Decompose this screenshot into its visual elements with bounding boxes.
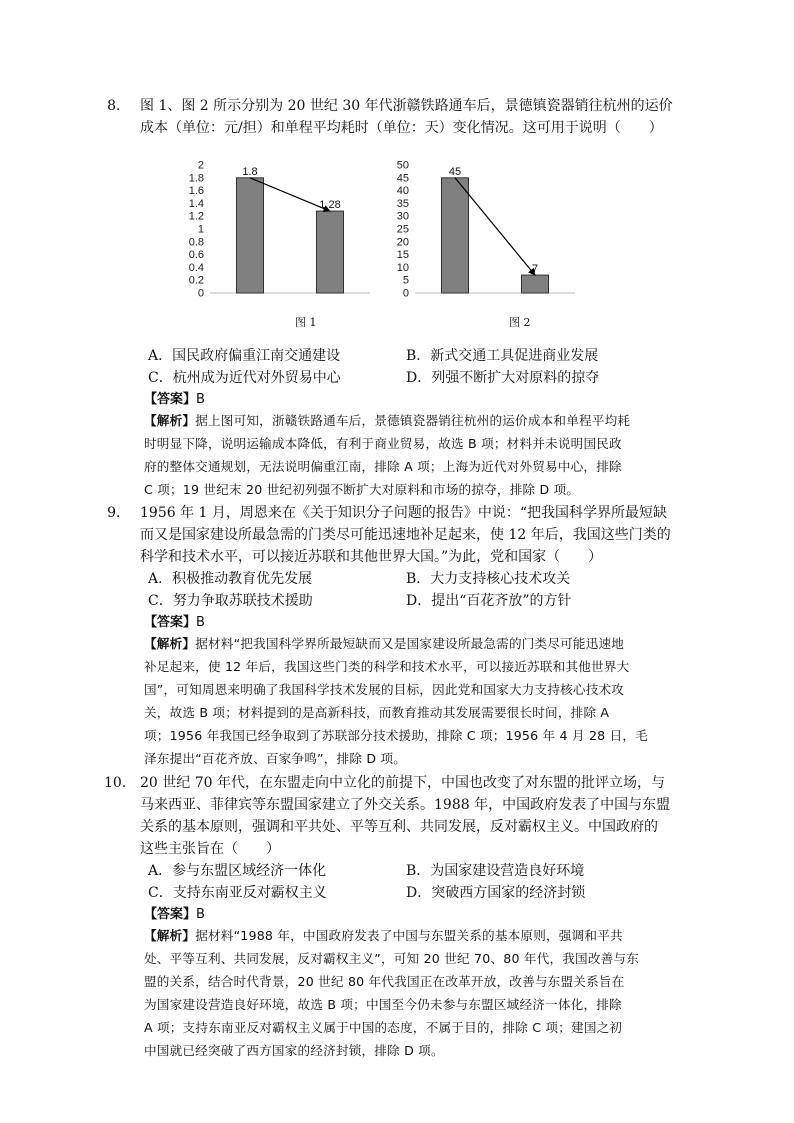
q10-explanation-line-1: 【解析】据材料“1988 年，中国政府发表了中国与东盟关系的基本原则，强调和平共 — [144, 928, 623, 943]
q8-option-d: D．列强不断扩大对原料的掠夺 — [406, 370, 600, 386]
q9-option-d: D．提出“百花齐放”的方针 — [406, 593, 572, 609]
y-tick-label: 5 — [402, 274, 409, 287]
q10-explanation-line-2: 处、平等互利、共同发展，反对霸权主义”，可知 20 世纪 70、80 年代，我国改善与东 — [144, 951, 640, 966]
q8-stem-line-2: 成本（单位：元/担）和单程平均耗时（单位：天）变化情况。这可用于说明（ ） — [140, 120, 663, 136]
data-label: 45 — [448, 165, 462, 178]
q10-explanation-line-4: 为国家建设营造良好环境，故选 B 项；中国至今仍未参与东盟区域经济一体化，排除 — [144, 997, 622, 1012]
y-tick-label: 0.6 — [188, 249, 204, 262]
chart-figure-1 — [180, 150, 380, 310]
q9-explanation-line-5: 项；1956 年我国已经争取到了苏联部分技术援助，排除 C 项；1956 年 4 月 28 日，毛 — [144, 728, 648, 743]
q9-explanation-line-2: 补足起来，使 12 年后，我国这些门类的科学和技术水平，可以接近苏联和其他世界大 — [144, 659, 630, 674]
y-tick-label: 0.2 — [188, 274, 204, 287]
y-tick-label: 1 — [197, 223, 204, 236]
q9-explanation-line-6: 泽东提出“百花齐放、百家争鸣”，排除 D 项。 — [144, 751, 407, 766]
y-tick-label: 1.4 — [188, 197, 204, 210]
q9-explanation-line-3: 国”，可知周恩来明确了我国科学技术发展的目标，因此党和国家大力支持核心技术攻 — [144, 682, 625, 697]
q10-option-d: D．突破西方国家的经济封锁 — [406, 885, 586, 901]
q9-answer-label: 【答案】 — [144, 615, 197, 630]
q8-explanation-line-2: 时明显下降，说明运输成本降低，有利于商业贸易，故选 B 项；材料并未说明国民政 — [144, 436, 622, 451]
data-label: 7 — [531, 263, 539, 276]
q9-explanation-line-4: 关，故选 B 项；材料提到的是高新科技，而教育推动其发展需要很长时间，排除 A — [144, 705, 610, 720]
q9-exp-label: 【解析】 — [144, 636, 196, 651]
y-tick-label: 0.8 — [188, 236, 204, 249]
data-label: 1.8 — [242, 165, 258, 178]
q9-answer — [144, 613, 205, 633]
y-tick-label: 0 — [197, 287, 204, 300]
bar — [237, 178, 264, 293]
q8-answer — [144, 390, 205, 410]
y-tick-label: 10 — [396, 261, 409, 274]
q9-stem-line-3: 科学和技术水平，可以接近苏联和其他世界大国。”为此，党和国家（ ） — [140, 549, 603, 565]
y-tick-label: 1.2 — [188, 210, 204, 223]
q10-exp-label: 【解析】 — [144, 928, 196, 943]
y-tick-label: 15 — [396, 249, 409, 262]
q10-explanation-line-6: 中国就已经突破了西方国家的经济封锁，排除 D 项。 — [144, 1043, 444, 1058]
q8-explanation-line-4: C 项；19 世纪末 20 世纪初列强不断扩大对原料和市场的掠夺，排除 D 项。 — [144, 482, 580, 497]
q8-exp-label: 【解析】 — [144, 413, 196, 428]
q8-explanation-line-1: 【解析】据上图可知，浙赣铁路通车后，景德镇瓷器销往杭州的运价成本和单程平均耗 — [144, 413, 631, 428]
q8-explanation-line-3: 府的整体交通规划，无法说明偏重江南，排除 A 项；上海为近代对外贸易中心，排除 — [144, 459, 622, 474]
y-tick-label: 40 — [396, 185, 409, 198]
q10-stem-line-2: 马来西亚、菲律宾等东盟国家建立了外交关系。1988 年，中国政府发表了中国与东盟 — [140, 797, 671, 813]
q8-option-b: B．新式交通工具促进商业发展 — [406, 348, 599, 364]
bar — [442, 178, 469, 293]
y-tick-label: 50 — [396, 159, 409, 172]
q9-stem-line-2: 而又是国家建设所最急需的门类尽可能迅速地补足起来，使 12 年后，我国这些门类的 — [140, 527, 671, 543]
q10-number: 10． — [104, 775, 136, 791]
y-tick-label: 45 — [396, 172, 409, 185]
y-tick-label: 25 — [396, 223, 409, 236]
q9-explanation-line-1: 【解析】据材料“把我国科学界所最短缺而又是国家建设所最急需的门类尽可能迅速地 — [144, 636, 625, 651]
y-tick-label: 35 — [396, 197, 409, 210]
q8-stem-line-1: 图 1、图 2 所示分别为 20 世纪 30 年代浙赣铁路通车后，景德镇瓷器销往杭州的运价 — [140, 98, 673, 114]
y-tick-label: 1.8 — [188, 172, 204, 185]
q10-explanation-line-5: A 项；支持东南亚反对霸权主义属于中国的态度，不属于目的，排除 C 项；建国之初 — [144, 1020, 623, 1035]
q10-option-c: C．支持东南亚反对霸权主义 — [148, 885, 327, 901]
q10-answer — [144, 905, 205, 925]
y-tick-label: 20 — [396, 236, 409, 249]
q8-option-a: A．国民政府偏重江南交通建设 — [148, 348, 341, 364]
q9-option-a: A．积极推动教育优先发展 — [148, 571, 313, 587]
bar — [522, 275, 549, 293]
chart-1-caption: 图 1 — [295, 316, 317, 329]
y-tick-label: 2 — [197, 159, 204, 172]
y-tick-label: 0 — [402, 287, 409, 300]
q9-option-c: C．努力争取苏联技术援助 — [148, 593, 313, 609]
q9-stem-line-1: 1956 年 1 月，周恩来在《关于知识分子问题的报告》中说：“把我国科学界所最短缺 — [140, 505, 668, 521]
q9-answer-value: B — [196, 615, 205, 630]
bar — [317, 211, 344, 293]
q9-number: 9． — [107, 505, 130, 521]
q10-stem-line-1: 20 世纪 70 年代，在东盟走向中立化的前提下，中国也改变了对东盟的批评立场，与 — [140, 775, 665, 791]
q10-option-a: A．参与东盟区域经济一体化 — [148, 863, 327, 879]
q8-option-c: C．杭州成为近代对外贸易中心 — [148, 370, 341, 386]
q8-answer-label: 【答案】 — [144, 392, 197, 407]
q8-number: 8． — [107, 98, 130, 114]
y-tick-label: 0.4 — [188, 261, 204, 274]
data-label: 1.28 — [319, 199, 341, 212]
q9-option-b: B．大力支持核心技术攻关 — [406, 571, 571, 587]
q10-answer-label: 【答案】 — [144, 907, 197, 922]
q10-stem-line-3: 关系的基本原则，强调和平共处、平等互利、共同发展，反对霸权主义。中国政府的 — [140, 819, 658, 835]
q10-option-b: B．为国家建设营造良好环境 — [406, 863, 585, 879]
q10-answer-value: B — [196, 907, 205, 922]
q8-answer-value: B — [196, 392, 205, 407]
q10-stem-line-4: 这些主张旨在（ ） — [140, 841, 280, 857]
y-tick-label: 1.6 — [188, 185, 204, 198]
q10-explanation-line-3: 盟的关系，结合时代背景，20 世纪 80 年代我国正在改革开放，改善与东盟关系旨在 — [144, 974, 625, 989]
chart-2-caption: 图 2 — [509, 316, 531, 329]
y-tick-label: 30 — [396, 210, 409, 223]
chart-figure-2 — [385, 150, 585, 310]
